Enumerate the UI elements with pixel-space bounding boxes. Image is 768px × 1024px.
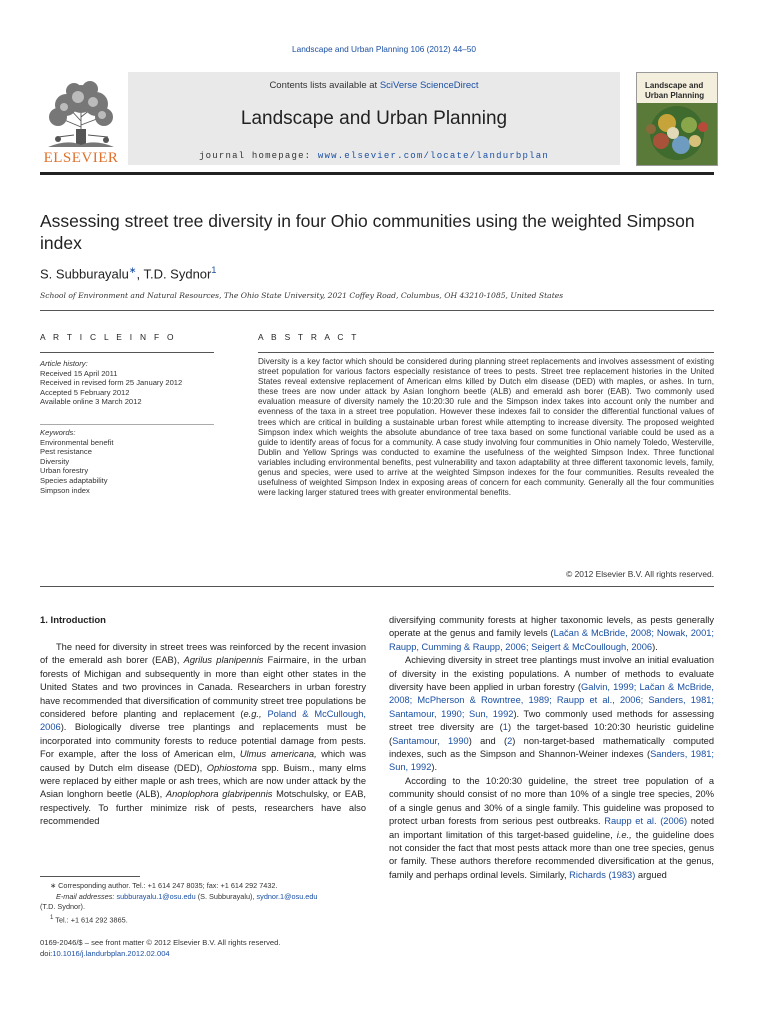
paragraph: Achieving diversity in street tree plantings must involve an initial evaluation of diversity in the existing populations. A number of methods to evaluate diversity have been applied in urban forestry (Galvin, 1999; Lačan & McBride, 2008; McPherson & Rowntree, 1989; Raupp et al., 2006; Sanders, 1981; Santamour, 1990; Sun, 1992). Two commonly used methods for assessing street tree diversity are (1) the target-based 10:20:30 heuristic guideline (Santamour, 1990) and (2) non-target-based mathematically computed indexes, such as the Simpson and Shannon-Weiner indexes (Sanders, 1981; Sun, 1992). <box>389 655 715 773</box>
citation-link[interactable]: 2 <box>507 735 513 746</box>
history-entry: Accepted 5 February 2012 <box>40 387 130 397</box>
citation-link[interactable]: Sanders, 1981; Sun, 1992 <box>389 749 715 773</box>
italic-term: Ulmus americana, <box>239 749 317 760</box>
article-history <box>40 359 182 407</box>
citation-link[interactable]: 1 <box>502 722 508 733</box>
abstract-text: Diversity is a key factor which should be considered during planning street replacements and involves assessment of existing street population for various factors especially resistance of trees to pests. Street tree replacement histories in the United States reveal extensive replacement of American elms killed by Dutch elm disease (DED) with maples, or ashes. In turn, these trees are now under attack by Asian longhorn beetle (ALB) and emerald ash borer (EAB). Two commonly used evaluation measure of diversity namely the 10:20:30 rule and the Simpson index takes into account only the number and evenness of the taxa in a street tree population. However these indexes fail to consider the differential functional values of trees which are critical in building a sustainable urban forest while attempting to increase diversity. The proposed weighted Simpson index which weights the absolute abundance of tree taxa based on some functional variable could be used as a guide to identify areas of focus for a community. A case study involving four communities in Ohio namely Toledo, Westerville, Dublin and Yellow Springs was conducted to examine the usefulness of the weighted Simpson Index. Three functional variables including environmental benefits, pest vulnerability and taxon adaptability at three different taxonomic levels, family, genus and species, were used to arrive at the weighted Simpson indexes for the four communities. Results revealed the usefulness of weighted Simpson Index in exposing areas of concern for each community. Generally all the four communities were lacking larger statured trees with greater environmental benefits. <box>258 357 714 498</box>
history-entry: Received 15 April 2011 <box>40 368 118 378</box>
author-separator: , <box>136 266 144 282</box>
journal-title: Landscape and Urban Planning <box>240 108 508 129</box>
header-rule <box>40 172 714 175</box>
journal-homepage-link[interactable]: www.elsevier.com/locate/landurbplan <box>317 151 549 161</box>
abstract-heading: A B S T R A C T <box>258 332 360 342</box>
body-column-left <box>40 641 366 829</box>
cover-title: Landscape and Urban Planning <box>645 81 705 100</box>
divider <box>40 586 714 587</box>
article-info-heading: A R T I C L E I N F O <box>40 332 177 342</box>
italic-term: e.g., <box>243 709 262 720</box>
cover-collage-icon <box>637 103 717 165</box>
citation-link[interactable]: Richards (1983) <box>569 869 636 880</box>
citation-link[interactable]: Poland & McCullough, 2006 <box>40 709 366 733</box>
homepage-prefix: journal homepage: <box>199 151 318 161</box>
email-owner: (T.D. Sydnor). <box>40 902 86 912</box>
paragraph: The need for diversity in street trees was reinforced by the recent invasion of the emerald ash borer (EAB), Agrilus planipennis Fairmaire, in the urban forests of Michigan and subsequently in more than eight other states in the United States and two provinces in Canada. Researchers in urban forestry have recommended that diversification of community street tree populations be considered before planting and replacement (e.g., Poland & McCullough, 2006). Biologically diverse tree plantings and replacements must be incorporated into community forests to reduce potential damage from pests. For example, after the loss of American elm, Ulmus americana, which was caused by Dutch elm disease (DED), Ophiostoma spp. Buism., many elms were replaced by either maple or ash trees, which are now under attack by the Asian longhorn beetle (ALB), Anoplophora glabripennis Motschulsky, or EAB, respectively. To further minimize risk of pests, researchers have also recommended <box>40 642 367 827</box>
keywords-label: Keywords: <box>40 428 76 437</box>
issn-text: 0169-2046/$ – see front matter © 2012 Elsevier B.V. All rights reserved. <box>40 938 281 947</box>
doi-link[interactable]: 10.1016/j.landurbplan.2012.02.004 <box>52 949 170 958</box>
keyword: Urban forestry <box>40 466 89 476</box>
sciencedirect-link[interactable]: SciVerse ScienceDirect <box>379 80 479 91</box>
history-entry: Available online 3 March 2012 <box>40 397 142 407</box>
journal-cover-thumbnail[interactable] <box>636 72 718 166</box>
journal-homepage-line <box>128 151 620 161</box>
footnote-rule <box>40 876 140 877</box>
issn-line <box>40 937 280 959</box>
email-link[interactable]: sydnor.1@osu.edu <box>256 891 318 901</box>
corresponding-author-mark[interactable]: ∗ <box>128 265 137 275</box>
keyword: Species adaptability <box>40 475 108 485</box>
paragraph: According to the 10:20:30 guideline, the street tree population of a community should consist of no more than 10% of a single tree species, 20% of a single genus and 30% of a single family. This guideline was proposed to protect urban forests from serious pest outbreaks. Raupp et al. (2006) noted an important limitation of this target-based guideline, i.e., the guideline does not consider the fact that most pests attack more than one tree species, genus or family. These authors therefore recommended diversification at the genus, family and perhaps ordinal levels. Similarly, Richards (1983) argued <box>389 775 714 880</box>
divider <box>258 352 714 353</box>
section-heading-introduction: 1. Introduction <box>40 615 106 626</box>
body-column-right <box>389 614 714 882</box>
footnote-mark: ∗ <box>50 881 57 890</box>
footnote-telephone: Tel.: +1 614 292 3865. <box>55 915 128 925</box>
copyright-notice: © 2012 Elsevier B.V. All rights reserved. <box>566 569 714 579</box>
footnote-corresponding: Corresponding author. Tel.: +1 614 247 8035; fax: +1 614 292 7432. <box>58 881 278 890</box>
article-title: Assessing street tree diversity in four Ohio communities using the weighted Simpson index <box>40 211 695 253</box>
divider <box>40 352 214 353</box>
citation-link[interactable]: Raupp et al. (2006) <box>604 816 688 827</box>
divider <box>40 424 214 425</box>
author-affiliation: School of Environment and Natural Resources, The Ohio State University, 2021 Coffey Road, Columbus, OH 43210-1085, United States <box>40 291 564 300</box>
footnotes <box>40 881 370 926</box>
author-name: S. Subburayalu <box>40 266 129 282</box>
citation-link[interactable]: Lačan & McBride, 2008; Nowak, 2001; Raupp, Cumming & Raupp, 2006; Seigert & McCoullough, 2006 <box>389 628 715 652</box>
citation-link[interactable]: Galvin, 1999; Lačan & McBride, 2008; McPherson & Rowntree, 1989; Raupp et al., 2006; Sanders, 1981; Santamour, 1990; Sun, 1992 <box>389 682 714 719</box>
italic-term: i.e., <box>616 829 632 840</box>
keyword: Diversity <box>40 456 70 466</box>
author-footnote-mark[interactable]: 1 <box>211 265 217 275</box>
history-entry: Received in revised form 25 January 2012 <box>40 378 183 388</box>
email-link[interactable]: subburayalu.1@osu.edu <box>116 891 196 901</box>
footnote-mark: 1 <box>50 913 54 921</box>
citation-link[interactable]: Santamour, 1990 <box>392 735 469 746</box>
author-name: T.D. Sydnor <box>143 266 212 282</box>
keywords <box>40 428 113 495</box>
email-label: E-mail addresses: <box>56 891 115 901</box>
keyword: Simpson index <box>40 485 90 495</box>
contents-available-line <box>128 80 620 91</box>
italic-term: Agrilus planipennis <box>183 655 264 666</box>
email-owner: (S. Subburayalu), <box>197 891 255 901</box>
doi-prefix: doi: <box>40 949 53 958</box>
keyword: Environmental benefit <box>40 437 114 447</box>
author-line <box>40 265 216 281</box>
contents-prefix: Contents lists available at <box>269 80 380 91</box>
paragraph: diversifying community forests at higher taxonomic levels, as pests generally operate at the genus and family levels (Lačan & McBride, 2008; Nowak, 2001; Raupp, Cumming & Raupp, 2006; Seigert & McCoullough, 2006). <box>389 615 715 652</box>
publisher-wordmark: ELSEVIER <box>43 150 119 166</box>
italic-term: Anoplophora glabripennis <box>165 789 273 800</box>
keyword: Pest resistance <box>40 447 92 457</box>
article-history-label: Article history: <box>40 359 88 368</box>
journal-citation-link[interactable]: Landscape and Urban Planning 106 (2012) 44–50 <box>291 44 477 54</box>
italic-term: Ophiostoma <box>206 762 257 773</box>
divider <box>40 310 714 311</box>
